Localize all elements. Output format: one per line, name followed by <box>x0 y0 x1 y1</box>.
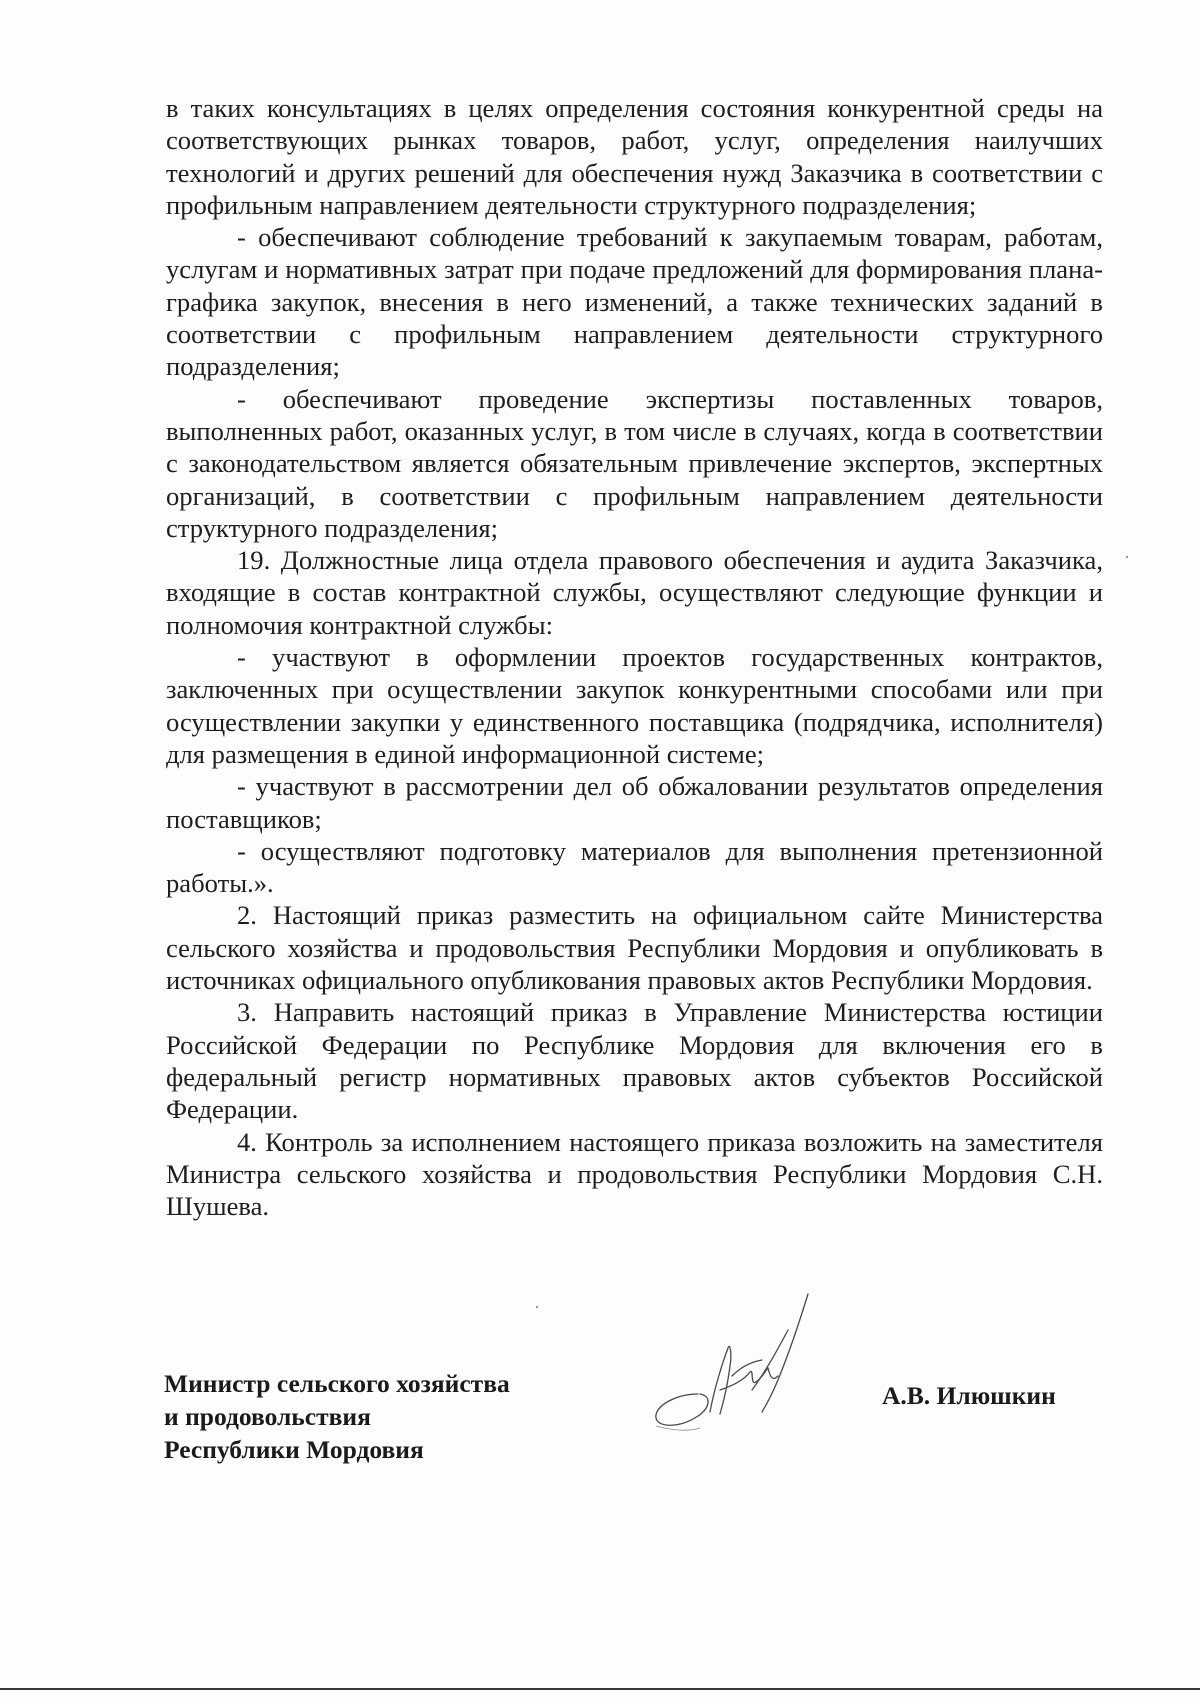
signatory-title-line: и продовольствия <box>164 1402 371 1431</box>
paragraph-item-3: 3. Направить настоящий приказ в Управление Министерства юстиции Российской Федерации по Республике Мордовия для включения его в федеральный регистр нормативных правовых актов субъектов Российской Федерации. <box>166 997 1103 1125</box>
scan-speck <box>536 1306 538 1308</box>
paragraph-item-19: 19. Должностные лица отдела правового обеспечения и аудита Заказчика, входящие в состав контрактной службы, осуществляют следующие функции и полномочия контрактной службы: <box>166 545 1103 640</box>
paragraph-contracts: - участвуют в оформлении проектов государственных контрактов, заключенных при осуществлении закупок конкурентными способами или при осуществлении закупки у единственного поставщика (подрядчика, исполнителя) для размещения в единой информационной системе; <box>166 642 1103 769</box>
signatory-title <box>164 1367 510 1466</box>
paragraph-item-2: 2. Настоящий приказ разместить на официальном сайте Министерства сельского хозяйства и продовольствия Республики Мордовия и опубликовать в источниках официального опубликования правовых актов Республики Мордовия. <box>166 900 1103 996</box>
paragraph-appeals: - участвуют в рассмотрении дел об обжаловании результатов определения поставщиков; <box>166 771 1103 834</box>
signatory-name: А.В. Илюшкин <box>882 1381 1056 1410</box>
signatory-title-line: Министр сельского хозяйства <box>164 1369 510 1398</box>
paragraph-requirements: - обеспечивают соблюдение требований к закупаемым товарам, работам, услугам и нормативных затрат при подаче предложений для формирования плана-графика закупок, внесения в него изменений, а также технических заданий в соответствии с профильным направлением деятельности структурного подразделения; <box>166 222 1103 382</box>
paragraph-item-4: 4. Контроль за исполнением настоящего приказа возложить на заместителя Министра сельского хозяйства и продовольствия Республики Мордовия С.Н. Шушева. <box>166 1126 1103 1222</box>
paragraph-consultations: в таких консультациях в целях определения состояния конкурентной среды на соответствующих рынках товаров, работ, услуг, определения наилучших технологий и других решений для обеспечения нужд Заказчика в соответствии с профильным направлением деятельности структурного подразделения; <box>166 93 1103 220</box>
signatory-title-line: Республики Мордовия <box>164 1435 424 1464</box>
paragraph-claims: - осуществляют подготовку материалов для выполнения претензионной работы.». <box>166 835 1103 899</box>
document-body <box>166 92 1103 1222</box>
scan-speck <box>1126 556 1128 558</box>
paragraph-expertise: - обеспечивают проведение экспертизы поставленных товаров, выполненных работ, оказанных услуг, в том числе в случаях, когда в соответствии с законодательством является обязательным привлечение экспертов, экспертных организаций, в соответствии с профильным направлением деятельности структурного подразделения; <box>166 383 1103 543</box>
scan-edge-line <box>0 1688 1200 1690</box>
handwritten-signature <box>640 1290 880 1440</box>
